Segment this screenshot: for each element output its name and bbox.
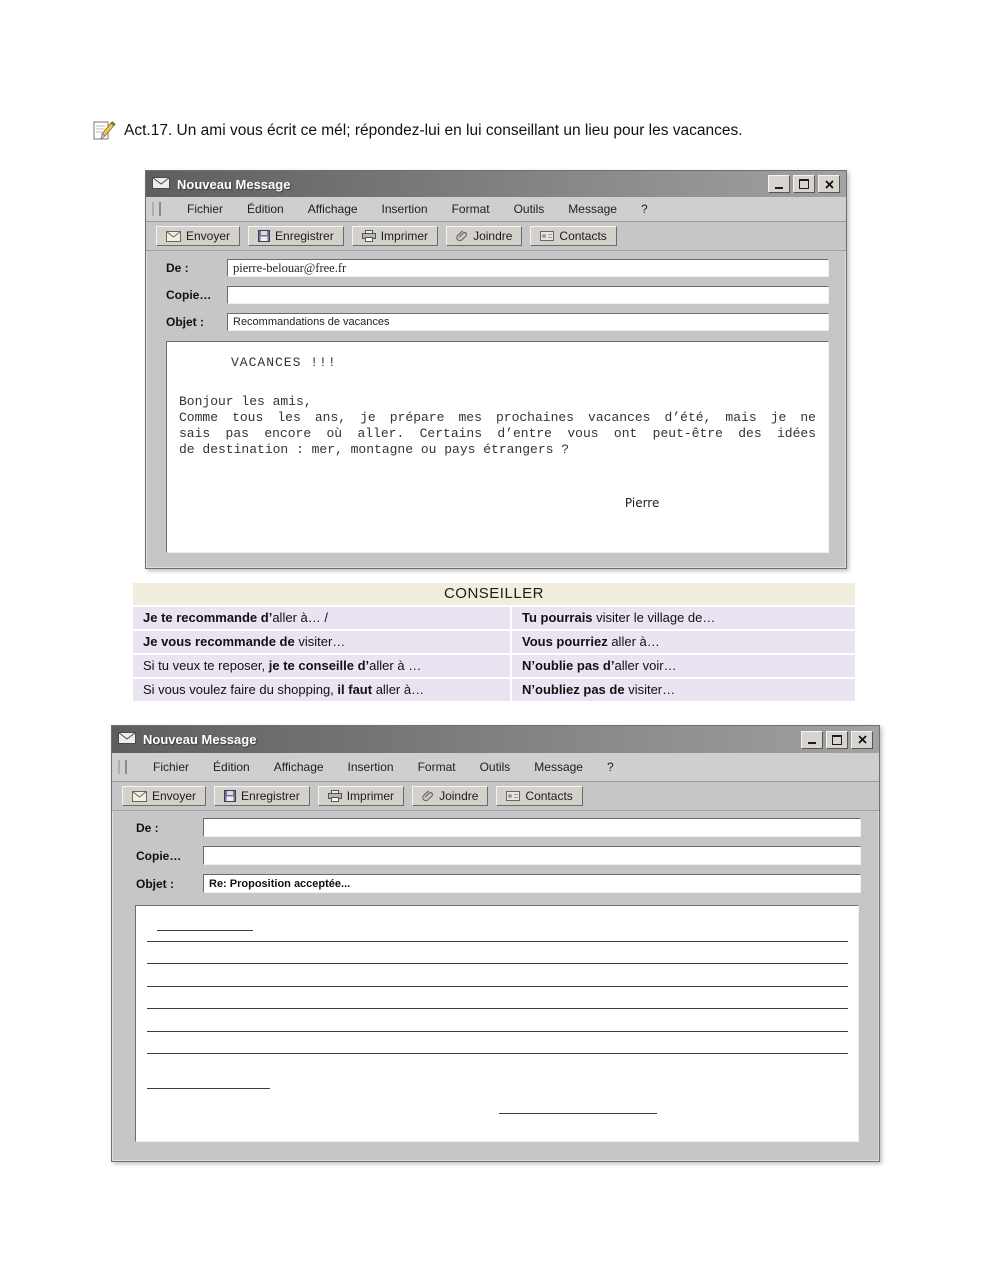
- toolbar-label: Envoyer: [186, 229, 231, 243]
- copie-input[interactable]: [227, 286, 829, 304]
- writing-line: [147, 963, 848, 964]
- menu-help[interactable]: ?: [606, 760, 614, 774]
- de-label: De :: [136, 820, 159, 835]
- phrase-bold: Je vous recommande de: [143, 634, 295, 649]
- toolbar-label: Imprimer: [346, 789, 395, 803]
- menu-bar: [146, 197, 846, 222]
- save-disk-icon: [224, 790, 236, 802]
- conseiller-phrase: [512, 607, 855, 629]
- reply-body-area[interactable]: [135, 905, 859, 1142]
- phrase-pre: Si vous voulez faire du shopping,: [143, 682, 338, 697]
- writing-line: [147, 1008, 848, 1009]
- envelope-icon: [152, 177, 170, 192]
- envoyer-button[interactable]: [122, 786, 206, 806]
- close-button[interactable]: [851, 731, 873, 749]
- menu-message[interactable]: Message: [568, 202, 617, 216]
- conseiller-phrase: [133, 631, 510, 653]
- window-title: Nouveau Message: [143, 732, 257, 747]
- activity-instruction: [92, 118, 743, 144]
- window-titlebar[interactable]: [146, 171, 846, 197]
- envelope-icon: [118, 732, 136, 747]
- toolbar-label: Envoyer: [152, 789, 197, 803]
- phrase-post: visiter…: [294, 634, 346, 649]
- conseiller-phrase: [512, 679, 855, 701]
- maximize-button[interactable]: [826, 731, 848, 749]
- menu-message[interactable]: Message: [534, 760, 583, 774]
- close-button[interactable]: [818, 175, 840, 193]
- menu-edition[interactable]: Édition: [213, 760, 250, 774]
- conseiller-phrase: [512, 655, 855, 677]
- de-input[interactable]: [203, 818, 861, 837]
- minimize-button[interactable]: [801, 731, 823, 749]
- contacts-card-icon: [506, 791, 520, 801]
- toolbar-label: Joindre: [439, 789, 479, 803]
- phrase-bold: il faut: [337, 682, 373, 697]
- menu-bar: [112, 753, 879, 782]
- phrase-post: aller voir…: [614, 658, 677, 673]
- menu-insertion[interactable]: Insertion: [381, 202, 428, 216]
- joindre-button[interactable]: [446, 226, 522, 246]
- body-line: sais pas encore où aller. Certains d’entre vous ont peut-être des idées: [179, 426, 816, 441]
- enregistrer-button[interactable]: [248, 226, 344, 246]
- toolbar-label: Contacts: [559, 229, 607, 243]
- enregistrer-button[interactable]: [214, 786, 310, 806]
- minimize-icon: [808, 735, 816, 744]
- contacts-card-icon: [540, 231, 554, 241]
- joindre-button[interactable]: [412, 786, 488, 806]
- header-fields: [146, 251, 846, 337]
- minimize-icon: [775, 180, 783, 189]
- menu-fichier[interactable]: Fichier: [187, 202, 224, 216]
- objet-input[interactable]: [203, 874, 861, 893]
- header-fields: [112, 811, 879, 899]
- body-heading: VACANCES !!!: [231, 355, 337, 370]
- close-icon: [825, 180, 834, 189]
- close-icon: [858, 735, 867, 744]
- body-paragraph: [179, 410, 816, 458]
- menu-insertion[interactable]: Insertion: [347, 760, 394, 774]
- phrase-pre: Si tu veux te reposer,: [143, 658, 269, 673]
- body-line: Comme tous les ans, je prépare mes prochaines vacances d’été, mais je ne: [179, 410, 816, 425]
- phrase-bold: Tu pourrais: [522, 610, 593, 625]
- copie-label: Copie…: [166, 288, 212, 302]
- phrase-post: visiter…: [624, 682, 676, 697]
- menu-grip-handle[interactable]: [118, 760, 127, 774]
- contacts-button[interactable]: [530, 226, 616, 246]
- contacts-button[interactable]: [496, 786, 582, 806]
- writing-line: [147, 986, 848, 987]
- toolbar-label: Imprimer: [380, 229, 429, 243]
- objet-input[interactable]: [227, 313, 829, 331]
- imprimer-button[interactable]: [318, 786, 404, 806]
- phrase-bold: Je te recommande d’: [143, 610, 273, 625]
- imprimer-button[interactable]: [352, 226, 438, 246]
- de-label: De :: [166, 261, 189, 275]
- writing-line: [147, 1053, 848, 1054]
- de-input[interactable]: [227, 259, 829, 277]
- phrase-post: aller à…: [607, 634, 660, 649]
- send-envelope-icon: [132, 791, 147, 802]
- phrase-bold: N’oubliez pas de: [522, 682, 625, 697]
- conseiller-phrase: [133, 655, 510, 677]
- menu-affichage[interactable]: Affichage: [307, 202, 358, 216]
- email-window-reply: [111, 725, 880, 1162]
- attach-paperclip-icon: [422, 790, 434, 802]
- phrase-post: aller à …: [369, 658, 422, 673]
- signature: Pierre: [624, 496, 660, 510]
- toolbar-label: Enregistrer: [275, 229, 334, 243]
- save-disk-icon: [258, 230, 270, 242]
- send-envelope-icon: [166, 231, 181, 242]
- conseiller-table: [133, 607, 855, 701]
- body-greeting: Bonjour les amis,: [179, 394, 312, 409]
- menu-outils[interactable]: Outils: [513, 202, 545, 216]
- minimize-button[interactable]: [768, 175, 790, 193]
- phrase-post: aller à… /: [272, 610, 328, 625]
- maximize-icon: [799, 179, 809, 189]
- menu-grip-handle[interactable]: [152, 202, 161, 216]
- window-titlebar[interactable]: [112, 726, 879, 753]
- attach-paperclip-icon: [456, 230, 468, 242]
- email-body-area[interactable]: [166, 341, 829, 553]
- toolbar: [146, 222, 846, 251]
- phrase-post: aller à…: [372, 682, 425, 697]
- conseiller-phrase: [133, 679, 510, 701]
- objet-label: Objet :: [136, 876, 174, 891]
- writing-line: [147, 941, 848, 942]
- phrase-post: visiter le village de…: [592, 610, 716, 625]
- conseiller-title: CONSEILLER: [133, 583, 855, 605]
- maximize-icon: [832, 735, 842, 745]
- printer-icon: [328, 790, 342, 802]
- menu-outils[interactable]: Outils: [479, 760, 511, 774]
- phrase-bold: N’oublie pas d’: [522, 658, 615, 673]
- copie-label: Copie…: [136, 848, 182, 863]
- printer-icon: [362, 230, 376, 242]
- toolbar-label: Joindre: [473, 229, 513, 243]
- menu-format[interactable]: Format: [417, 760, 456, 774]
- writing-line-signature: [499, 1113, 657, 1114]
- writing-line-closing: [147, 1088, 270, 1089]
- window-controls: [768, 175, 840, 193]
- body-line: de destination : mer, montagne ou pays étrangers ?: [179, 442, 570, 457]
- conseiller-phrase: [512, 631, 855, 653]
- instruction-text: Act.17. Un ami vous écrit ce mél; répondez-lui en lui conseillant un lieu pour les vacances.: [124, 122, 743, 139]
- menu-help[interactable]: ?: [640, 202, 648, 216]
- writing-line-greeting: [157, 930, 253, 931]
- toolbar-label: Enregistrer: [241, 789, 300, 803]
- activity-pencil-icon: [92, 118, 116, 142]
- menu-edition[interactable]: Édition: [247, 202, 284, 216]
- menu-fichier[interactable]: Fichier: [153, 760, 190, 774]
- conseiller-section: [133, 583, 855, 701]
- objet-label: Objet :: [166, 315, 204, 329]
- menu-affichage[interactable]: Affichage: [273, 760, 324, 774]
- toolbar: [112, 782, 879, 811]
- envoyer-button[interactable]: [156, 226, 240, 246]
- toolbar-label: Contacts: [525, 789, 573, 803]
- maximize-button[interactable]: [793, 175, 815, 193]
- email-window-received: [145, 170, 847, 569]
- menu-format[interactable]: Format: [451, 202, 490, 216]
- phrase-bold: je te conseille d’: [268, 658, 370, 673]
- window-title: Nouveau Message: [177, 176, 291, 192]
- phrase-bold: Vous pourriez: [522, 634, 608, 649]
- writing-line: [147, 1031, 848, 1032]
- window-controls: [801, 731, 873, 749]
- copie-input[interactable]: [203, 846, 861, 865]
- conseiller-phrase: [133, 607, 510, 629]
